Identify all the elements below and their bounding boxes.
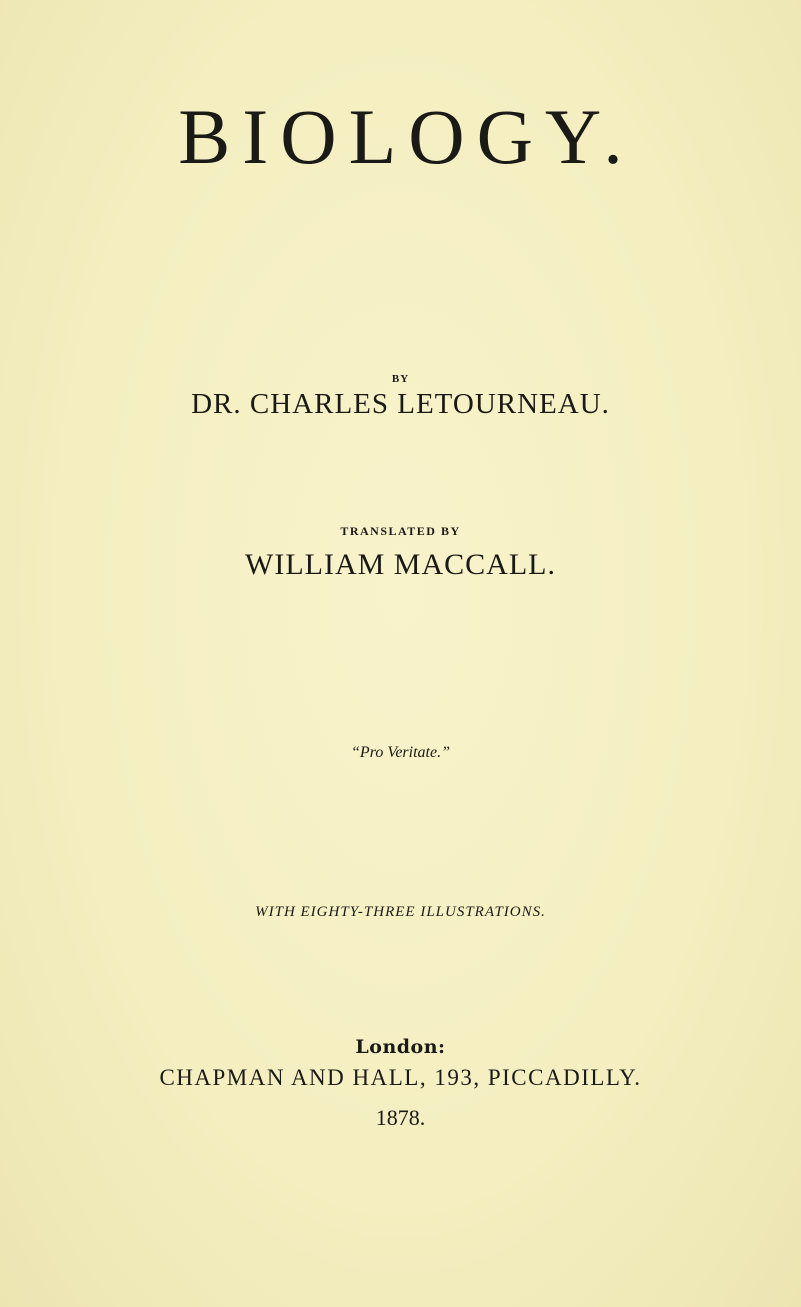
author-name: DR. CHARLES LETOURNEAU.: [191, 388, 610, 420]
motto: “Pro Veritate.”: [351, 744, 450, 761]
translated-by-label: TRANSLATED BY: [340, 524, 461, 538]
illustrations-note: WITH EIGHTY-THREE ILLUSTRATIONS.: [255, 904, 546, 920]
publication-year: 1878.: [375, 1105, 426, 1130]
book-title: BIOLOGY.: [178, 93, 635, 180]
by-label: BY: [391, 373, 410, 385]
publisher-imprint: CHAPMAN AND HALL, 193, PICCADILLY.: [159, 1065, 642, 1090]
publication-city: London:: [355, 1036, 446, 1058]
translator-name: WILLIAM MACCALL.: [245, 548, 556, 581]
